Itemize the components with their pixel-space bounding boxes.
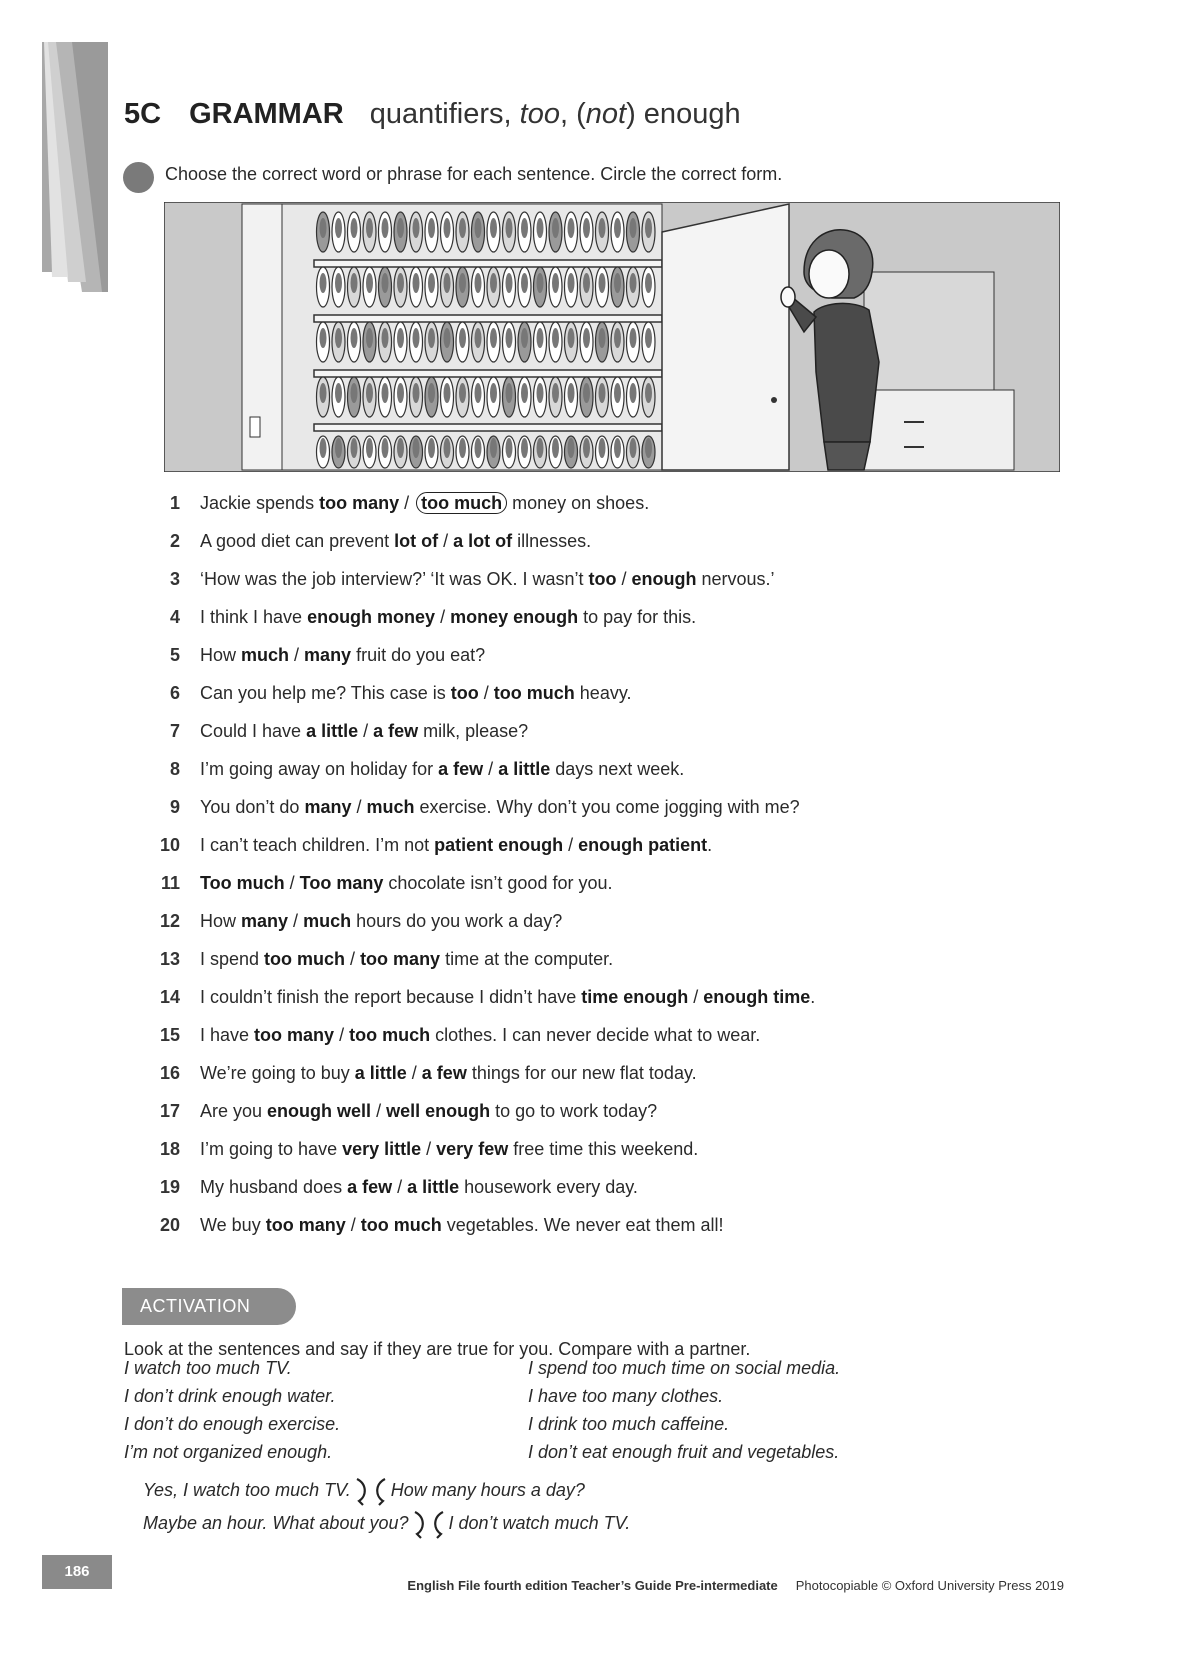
activation-tab: ACTIVATION — [122, 1288, 296, 1325]
option-separator: / — [435, 606, 451, 627]
instruction-text: Choose the correct word or phrase for each sentence. Circle the correct form. — [165, 164, 783, 184]
option-a[interactable]: too many — [265, 1214, 346, 1235]
activation-sentence-left: I’m not organized enough. — [124, 1442, 333, 1462]
sentence-start: How — [200, 644, 242, 665]
option-b[interactable]: very few — [436, 1138, 509, 1159]
item-number: 15 — [159, 1024, 180, 1045]
option-a[interactable]: a few — [347, 1176, 393, 1197]
speaker-a-text: Yes, I watch too much TV. — [143, 1479, 351, 1500]
exercise-item — [150, 944, 613, 974]
speech-bubble-icon — [429, 1509, 449, 1539]
item-number: 6 — [169, 682, 180, 703]
option-separator: / — [392, 1176, 408, 1197]
sentence-end: heavy. — [574, 682, 632, 703]
item-sentence — [200, 1025, 760, 1046]
option-a[interactable]: time enough — [581, 986, 689, 1007]
option-b[interactable]: too much — [416, 492, 507, 514]
option-separator: / — [345, 1214, 361, 1235]
item-sentence — [200, 721, 528, 742]
item-sentence — [200, 493, 649, 514]
exercise-item — [150, 830, 712, 860]
option-separator: / — [284, 872, 300, 893]
item-sentence — [200, 911, 562, 932]
option-separator: / — [616, 568, 632, 589]
item-sentence — [200, 1215, 724, 1236]
sentence-end: free time this weekend. — [508, 1138, 699, 1159]
item-number: 10 — [159, 834, 180, 855]
option-a[interactable]: very little — [342, 1138, 422, 1159]
item-sentence — [200, 987, 815, 1008]
item-number: 18 — [159, 1138, 180, 1159]
item-number: 4 — [169, 606, 180, 627]
option-b[interactable]: too many — [360, 948, 441, 969]
dialogue-line — [143, 1509, 630, 1539]
activation-sentence-right: I have too many clothes. — [528, 1386, 724, 1406]
speaker-b-text: How many hours a day? — [390, 1479, 585, 1500]
option-b[interactable]: too much — [493, 682, 575, 703]
exercise-item — [150, 488, 649, 518]
option-a[interactable]: lot of — [394, 530, 439, 551]
activation-sentence-left: I don’t drink enough water. — [124, 1386, 336, 1406]
item-sentence — [200, 683, 632, 704]
exercise-item — [150, 1172, 638, 1202]
copyright-text: Photocopiable © Oxford University Press 2019 — [795, 1578, 1064, 1593]
exercise-item — [150, 640, 485, 670]
option-separator: / — [478, 682, 494, 703]
activation-sentence-left: I don’t do enough exercise. — [124, 1414, 341, 1434]
corner-decoration — [42, 42, 108, 292]
sentence-start: I think I have — [200, 606, 308, 627]
item-sentence — [200, 949, 613, 970]
footer-credit — [407, 1578, 1064, 1593]
topic-mid: , ( — [559, 98, 586, 130]
option-b[interactable]: much — [366, 796, 415, 817]
exercise-item — [150, 1096, 657, 1126]
option-separator: / — [406, 1062, 422, 1083]
option-a[interactable]: too many — [319, 492, 400, 513]
instruction-bullet-icon — [123, 162, 154, 193]
sentence-start: How — [200, 910, 242, 931]
item-number: 13 — [159, 948, 180, 969]
item-number: 16 — [159, 1062, 180, 1083]
option-separator: / — [334, 1024, 350, 1045]
exercise-item — [150, 754, 684, 784]
option-a[interactable]: too many — [254, 1024, 335, 1045]
option-b[interactable]: too much — [360, 1214, 442, 1235]
activation-sentence-left: I watch too much TV. — [124, 1358, 292, 1378]
sentence-end: things for our new flat today. — [466, 1062, 697, 1083]
option-b[interactable]: enough patient — [578, 834, 708, 855]
option-a[interactable]: many — [304, 796, 352, 817]
option-b[interactable]: too much — [349, 1024, 431, 1045]
item-number: 14 — [159, 986, 180, 1007]
option-b[interactable]: a little — [407, 1176, 460, 1197]
exercise-item — [150, 792, 800, 822]
sentence-end: nervous.’ — [696, 568, 775, 589]
topic-label — [370, 98, 741, 131]
exercise-item — [150, 1210, 724, 1240]
item-number: 8 — [169, 758, 180, 779]
sentence-end: to go to work today? — [490, 1100, 658, 1121]
item-number: 9 — [169, 796, 180, 817]
speaker-a-text: Maybe an hour. What about you? — [143, 1512, 409, 1533]
sentence-start: I can’t teach children. I’m not — [200, 834, 435, 855]
sentence-start: Are you — [200, 1100, 268, 1121]
item-sentence — [200, 835, 712, 856]
exercise-item — [150, 526, 591, 556]
sentence-end: fruit do you eat? — [351, 644, 486, 665]
option-a[interactable]: enough money — [307, 606, 436, 627]
exercise-item — [150, 868, 612, 898]
activation-sentence-right: I drink too much caffeine. — [528, 1414, 730, 1434]
item-sentence — [200, 607, 696, 628]
option-separator: / — [421, 1138, 437, 1159]
exercise-item — [150, 1134, 698, 1164]
activation-sentence-right: I spend too much time on social media. — [528, 1358, 841, 1378]
exercise-item — [150, 716, 528, 746]
sentence-end: illnesses. — [512, 530, 592, 551]
sentence-start: I have — [200, 1024, 255, 1045]
option-a[interactable]: too — [588, 568, 617, 589]
option-separator: / — [289, 644, 305, 665]
sentence-start: I’m going away on holiday for — [200, 758, 439, 779]
exercise-item — [150, 982, 815, 1012]
option-separator: / — [438, 530, 454, 551]
topic-suffix: ) enough — [626, 98, 741, 130]
option-b[interactable]: a lot of — [453, 530, 513, 551]
sentence-end: vegetables. We never eat them all! — [441, 1214, 724, 1235]
item-number: 3 — [169, 568, 180, 589]
item-number: 11 — [160, 872, 180, 893]
topic-not: not — [585, 98, 627, 130]
exercise-item — [150, 1058, 697, 1088]
option-a[interactable]: a little — [354, 1062, 407, 1083]
sentence-end: milk, please? — [418, 720, 529, 741]
speech-bubble-icon — [351, 1476, 371, 1506]
speaker-b-text: I don’t watch much TV. — [448, 1512, 631, 1533]
option-separator: / — [483, 758, 499, 779]
item-number: 17 — [159, 1100, 180, 1121]
sentence-start: I’m going to have — [200, 1138, 343, 1159]
sentence-start: I couldn’t finish the report because I didn’t have — [200, 986, 582, 1007]
sentence-start: Jackie spends — [200, 492, 320, 513]
option-separator: / — [288, 910, 304, 931]
exercise-item — [150, 564, 775, 594]
section-label: GRAMMAR — [189, 98, 344, 130]
option-separator: / — [688, 986, 704, 1007]
sentence-end: housework every day. — [459, 1176, 638, 1197]
sentence-end: . — [810, 986, 816, 1007]
speech-bubble-icon — [371, 1476, 391, 1506]
sentence-start: I spend — [200, 948, 265, 969]
item-sentence — [200, 1139, 698, 1160]
sentence-end: hours do you work a day? — [351, 910, 563, 931]
sentence-end: money on shoes. — [507, 492, 650, 513]
option-b[interactable]: Too many — [299, 872, 384, 893]
item-sentence — [200, 873, 612, 894]
item-sentence — [200, 759, 684, 780]
option-separator: / — [399, 492, 415, 513]
option-a[interactable]: too — [450, 682, 479, 703]
option-a[interactable]: a few — [438, 758, 484, 779]
sentence-start: A good diet can prevent — [200, 530, 395, 551]
item-number: 19 — [159, 1176, 180, 1197]
item-sentence — [200, 797, 800, 818]
item-sentence — [200, 1177, 638, 1198]
item-sentence — [200, 645, 485, 666]
sentence-start: We’re going to buy — [200, 1062, 355, 1083]
sentence-start: You don’t do — [200, 796, 305, 817]
speech-bubble-icon — [409, 1509, 429, 1539]
option-a[interactable]: a little — [306, 720, 359, 741]
option-b[interactable]: much — [303, 910, 352, 931]
unit-code: 5C — [124, 98, 162, 130]
item-sentence — [200, 1063, 697, 1084]
option-a[interactable]: many — [241, 910, 289, 931]
option-b[interactable]: enough — [631, 568, 697, 589]
exercise-item — [150, 678, 632, 708]
option-separator: / — [563, 834, 579, 855]
shoe-cupboard-illustration — [164, 202, 1060, 472]
sentence-end: exercise. Why don’t you come jogging with me? — [414, 796, 800, 817]
option-b[interactable]: many — [304, 644, 352, 665]
sentence-start: We buy — [200, 1214, 266, 1235]
sentence-end: . — [707, 834, 713, 855]
item-number: 1 — [169, 492, 180, 513]
book-title: English File fourth edition Teacher’s Guide Pre-intermediate — [407, 1578, 778, 1593]
activation-instruction: Look at the sentences and say if they are true for you. Compare with a partner. — [124, 1339, 751, 1359]
sentence-start: ‘How was the job interview?’ ‘It was OK. I wasn’t — [200, 568, 589, 589]
exercise-item — [150, 1020, 760, 1050]
option-b[interactable]: enough time — [703, 986, 811, 1007]
option-b[interactable]: well enough — [386, 1100, 491, 1121]
sentence-end: days next week. — [550, 758, 685, 779]
item-number: 7 — [169, 720, 180, 741]
item-sentence — [200, 569, 775, 590]
option-b[interactable]: a few — [373, 720, 419, 741]
option-a[interactable]: patient enough — [434, 834, 564, 855]
sentence-end: chocolate isn’t good for you. — [383, 872, 613, 893]
option-a[interactable]: enough well — [267, 1100, 372, 1121]
sentence-end: to pay for this. — [578, 606, 697, 627]
dialogue-line — [143, 1476, 585, 1506]
option-separator: / — [351, 796, 367, 817]
sentence-start: My husband does — [200, 1176, 348, 1197]
page-number: 186 — [42, 1555, 112, 1589]
option-a[interactable]: too much — [264, 948, 346, 969]
option-a[interactable]: Too much — [200, 872, 285, 893]
option-b[interactable]: a few — [421, 1062, 467, 1083]
option-separator: / — [371, 1100, 387, 1121]
exercise-item — [150, 602, 696, 632]
sentence-end: clothes. I can never decide what to wear. — [430, 1024, 761, 1045]
option-b[interactable]: money enough — [450, 606, 579, 627]
option-a[interactable]: much — [241, 644, 290, 665]
sentence-start: Can you help me? This case is — [200, 682, 451, 703]
page-title — [124, 98, 741, 146]
item-number: 20 — [159, 1214, 180, 1235]
item-number: 12 — [159, 910, 180, 931]
sentence-end: time at the computer. — [440, 948, 614, 969]
exercise-item — [150, 906, 562, 936]
item-number: 2 — [169, 530, 180, 551]
topic-too: too — [519, 98, 560, 130]
sentence-start: Could I have — [200, 720, 307, 741]
topic-prefix: quantifiers, — [369, 98, 520, 130]
item-sentence — [200, 531, 591, 552]
item-number: 5 — [169, 644, 180, 665]
option-b[interactable]: a little — [498, 758, 551, 779]
activation-sentence-right: I don’t eat enough fruit and vegetables. — [528, 1442, 840, 1462]
option-separator: / — [345, 948, 361, 969]
option-separator: / — [358, 720, 374, 741]
item-sentence — [200, 1101, 657, 1122]
